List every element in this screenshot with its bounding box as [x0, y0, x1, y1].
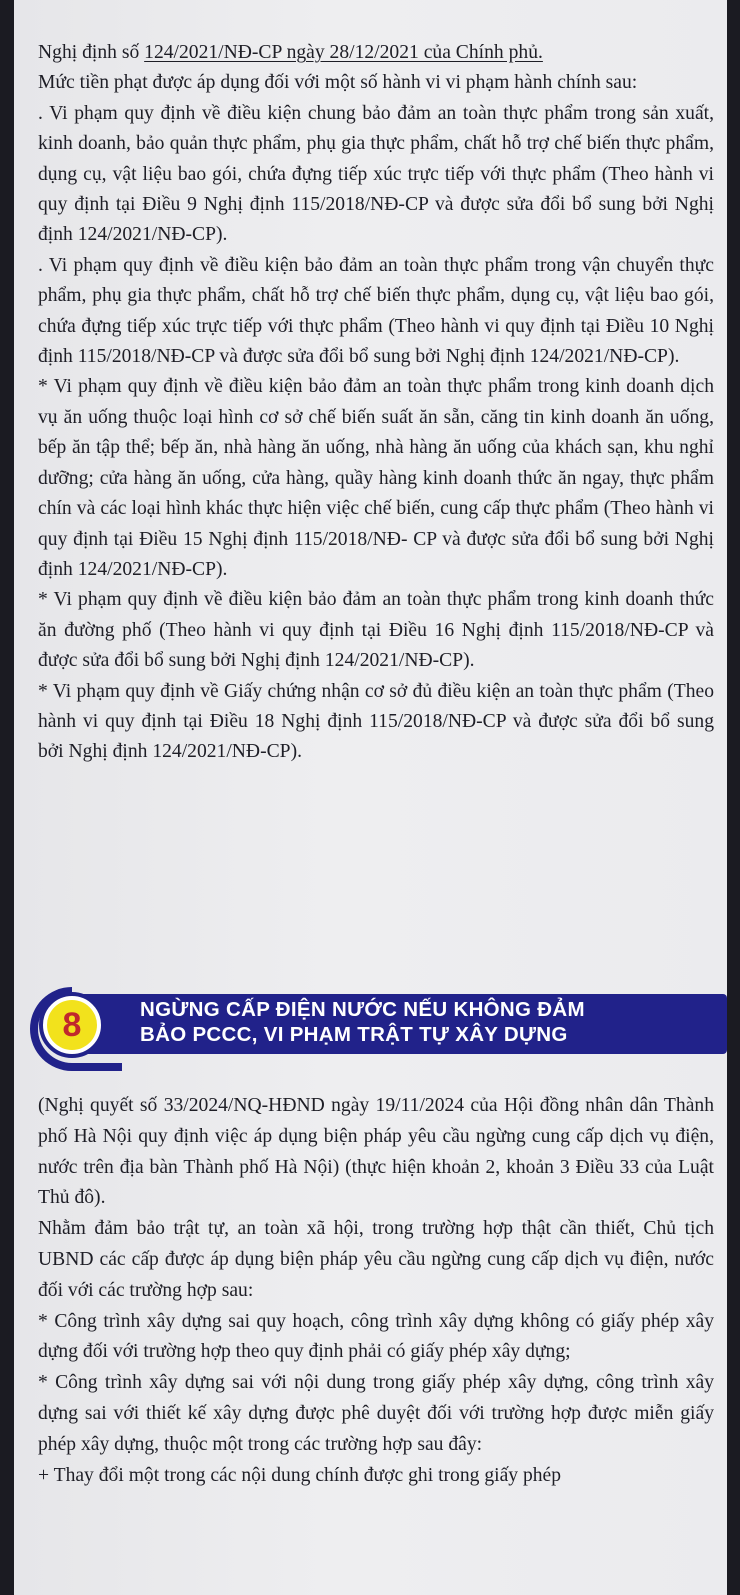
section-7-text — [38, 38, 714, 768]
violation-item: * Vi phạm quy định về Giấy chứng nhận cơ sở đủ điều kiện an toàn thực phẩm (Theo hành vi quy định tại Điều 18 Nghị định 115/2018/NĐ-CP và được sửa đổi bổ sung bởi Nghị định 124/2021/NĐ-CP). — [38, 680, 714, 763]
decree-reference-underlined: 124/2021/NĐ-CP ngày 28/12/2021 của Chính phủ. — [144, 42, 543, 63]
case-subitem: + Thay đổi một trong các nội dung chính được ghi trong giấy phép — [38, 1464, 562, 1486]
section-title-line-2: BẢO PCCC, VI PHẠM TRẬT TỰ XÂY DỰNG — [140, 1023, 568, 1046]
document-page — [14, 0, 727, 1595]
violation-item: * Vi phạm quy định về điều kiện bảo đảm an toàn thực phẩm trong kinh doanh thức ăn đường phố (Theo hành vi quy định tại Điều 16 Nghị định 115/2018/NĐ-CP và được sửa đổi bổ sung bởi Nghị định 124/2021/NĐ-CP). — [38, 589, 714, 672]
section-title — [140, 997, 720, 1047]
section-number-badge — [39, 992, 105, 1058]
case-item: * Công trình xây dựng sai với nội dung trong giấy phép xây dựng, công trình xây dựng sai với thiết kế xây dựng được phê duyệt đối với trường hợp được miễn giấy phép xây dựng, thuộc một trong các trường hợp sau đây: — [38, 1372, 714, 1455]
fine-lead-paragraph: Mức tiền phạt được áp dụng đối với một số hành vi vi phạm hành chính sau: — [38, 72, 638, 94]
violation-item: . Vi phạm quy định về điều kiện chung bảo đảm an toàn thực phẩm trong sản xuất, kinh doanh, bảo quản thực phẩm, phụ gia thực phẩm, chất hỗ trợ chế biến thực phẩm, dụng cụ, vật liệu bao gói, chứa đựng tiếp xúc trực tiếp với thực phẩm (Theo hành vi quy định tại Điều 9 Nghị định 115/2018/NĐ-CP và được sửa đổi bổ sung bởi Nghị định 124/2021/NĐ-CP). — [38, 102, 714, 246]
resolution-reference: (Nghị quyết số 33/2024/NQ-HĐND ngày 19/11/2024 của Hội đồng nhân dân Thành phố Hà Nội quy định việc áp dụng biện pháp yêu cầu ngừng cung cấp dịch vụ điện, nước trên địa bàn Thành phố Hà Nội) (thực hiện khoản 2, khoản 3 Điều 33 của Luật Thủ đô). — [38, 1095, 714, 1209]
violation-item: . Vi phạm quy định về điều kiện bảo đảm an toàn thực phẩm trong vận chuyển thực phẩm, phụ gia thực phẩm, chất hỗ trợ chế biến thực phẩm, dụng cụ, vật liệu bao gói, chứa đựng tiếp xúc trực tiếp với thực phẩm (Theo hành vi quy định tại Điều 10 Nghị định 115/2018/NĐ-CP và được sửa đổi bổ sung bởi Nghị định 124/2021/NĐ-CP). — [38, 254, 714, 368]
measure-lead-paragraph: Nhằm đảm bảo trật tự, an toàn xã hội, trong trường hợp thật cần thiết, Chủ tịch UBND các cấp được áp dụng biện pháp yêu cầu ngừng cung cấp dịch vụ điện, nước đối với các trường hợp sau: — [38, 1218, 714, 1301]
decree-reference-prefix: Nghị định số — [38, 42, 145, 63]
violation-item: * Vi phạm quy định về điều kiện bảo đảm an toàn thực phẩm trong kinh doanh dịch vụ ăn uống thuộc loại hình cơ sở chế biến suất ăn sẵn, căng tin kinh doanh ăn uống, bếp ăn tập thể; bếp ăn, nhà hàng ăn uống, nhà hàng ăn uống của khách sạn, khu nghỉ dưỡng; cửa hàng ăn uống, cửa hàng, quầy hàng kinh doanh thức ăn ngay, thực phẩm chín và các loại hình khác thực hiện việc chế biến, cung cấp thực phẩm (Theo hành vi quy định tại Điều 15 Nghị định 115/2018/NĐ- CP và được sửa đổi bổ sung bởi Nghị định 124/2021/NĐ-CP). — [38, 376, 714, 580]
decree-reference — [38, 38, 714, 68]
section-8-header — [22, 985, 727, 1073]
section-8-text — [38, 1091, 714, 1491]
section-number: 8 — [47, 1000, 97, 1050]
section-title-line-1: NGỪNG CẤP ĐIỆN NƯỚC NẾU KHÔNG ĐẢM — [140, 998, 585, 1021]
case-item: * Công trình xây dựng sai quy hoạch, công trình xây dựng không có giấy phép xây dựng đối với trường hợp theo quy định phải có giấy phép xây dựng; — [38, 1310, 714, 1363]
